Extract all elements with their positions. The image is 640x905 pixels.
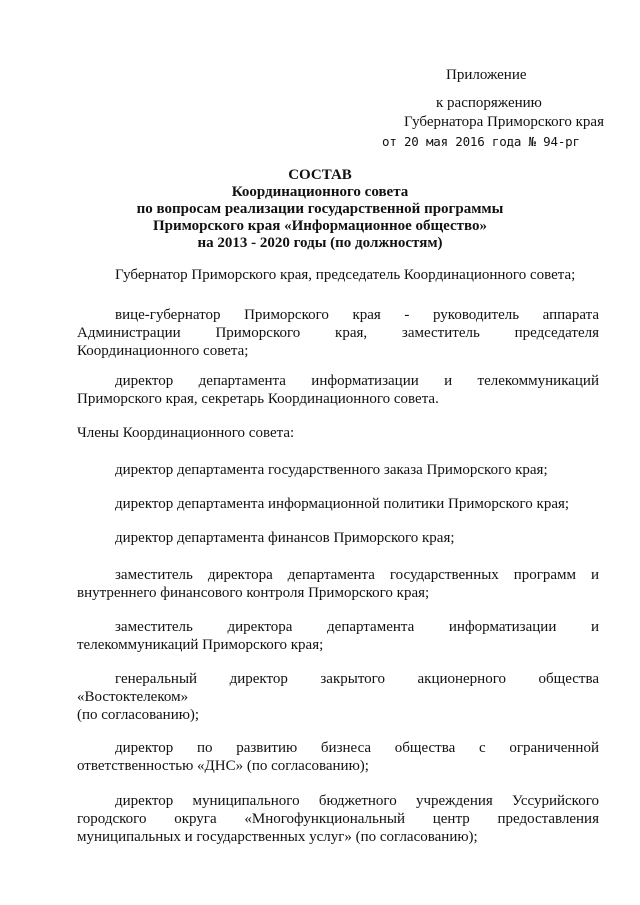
paragraph-line: вице-губернатор Приморского края - руководитель аппарата	[115, 307, 599, 323]
paragraph-line: городского округа «Многофункциональный центр предоставления	[77, 811, 599, 827]
paragraph-secretary	[77, 372, 599, 408]
governor-label: Губернатора Приморского края	[404, 114, 604, 130]
member-item	[77, 461, 599, 479]
paragraph-line: директор по развитию бизнеса общества с ограниченной	[115, 740, 599, 756]
member-item	[77, 495, 599, 513]
paragraph-line: директор муниципального бюджетного учреждения Уссурийского	[115, 793, 599, 809]
members-heading	[77, 424, 599, 442]
paragraph-line: директор департамента информатизации и телекоммуникаций	[115, 373, 599, 389]
paragraph-line: Губернатор Приморского края, председатель Координационного совета;	[115, 267, 576, 283]
paragraph-line: «Востоктелеком»	[77, 689, 189, 705]
title-council: Координационного совета	[231, 184, 409, 200]
paragraph-line: (по согласованию);	[77, 707, 200, 723]
paragraph-line: Администрации Приморского края, заместитель председателя	[77, 325, 599, 341]
member-item	[77, 566, 599, 602]
paragraph-line: внутреннего финансового контроля Приморского края;	[77, 585, 430, 601]
paragraph-line: Члены Координационного совета:	[77, 425, 295, 441]
paragraph-line: телекоммуникаций Приморского края;	[77, 637, 324, 653]
paragraph-line: Приморского края, секретарь Координационного совета.	[77, 391, 439, 407]
paragraph-chairman	[77, 266, 599, 284]
member-item	[77, 739, 599, 775]
appendix-label: Приложение	[446, 67, 527, 83]
paragraph-line: заместитель директора департамента информатизации и	[115, 619, 599, 635]
title-years: на 2013 - 2020 годы (по должностям)	[197, 235, 443, 251]
paragraph-vice-governor	[77, 306, 599, 360]
member-item	[77, 618, 599, 654]
member-item	[77, 792, 599, 846]
title-composition: СОСТАВ	[288, 167, 352, 183]
paragraph-line: генеральный директор закрытого акционерного общества	[115, 671, 599, 687]
paragraph-line: директор департамента информационной политики Приморского края;	[115, 496, 570, 512]
paragraph-line: муниципальных и государственных услуг» (по согласованию);	[77, 829, 478, 845]
paragraph-line: директор департамента государственного заказа Приморского края;	[115, 462, 548, 478]
to-order-label: к распоряжению	[436, 95, 542, 111]
member-item	[77, 670, 599, 724]
order-reference: от 20 мая 2016 года № 94-рг	[382, 134, 580, 149]
paragraph-line: Координационного совета;	[77, 343, 249, 359]
paragraph-line: заместитель директора департамента государственных программ и	[115, 567, 599, 583]
title-subject: по вопросам реализации государственной программы	[136, 201, 504, 217]
member-item	[77, 529, 599, 547]
title-program: Приморского края «Информационное общество»	[152, 218, 488, 234]
paragraph-line: директор департамента финансов Приморского края;	[115, 530, 455, 546]
paragraph-line: ответственностью «ДНС» (по согласованию);	[77, 758, 369, 774]
